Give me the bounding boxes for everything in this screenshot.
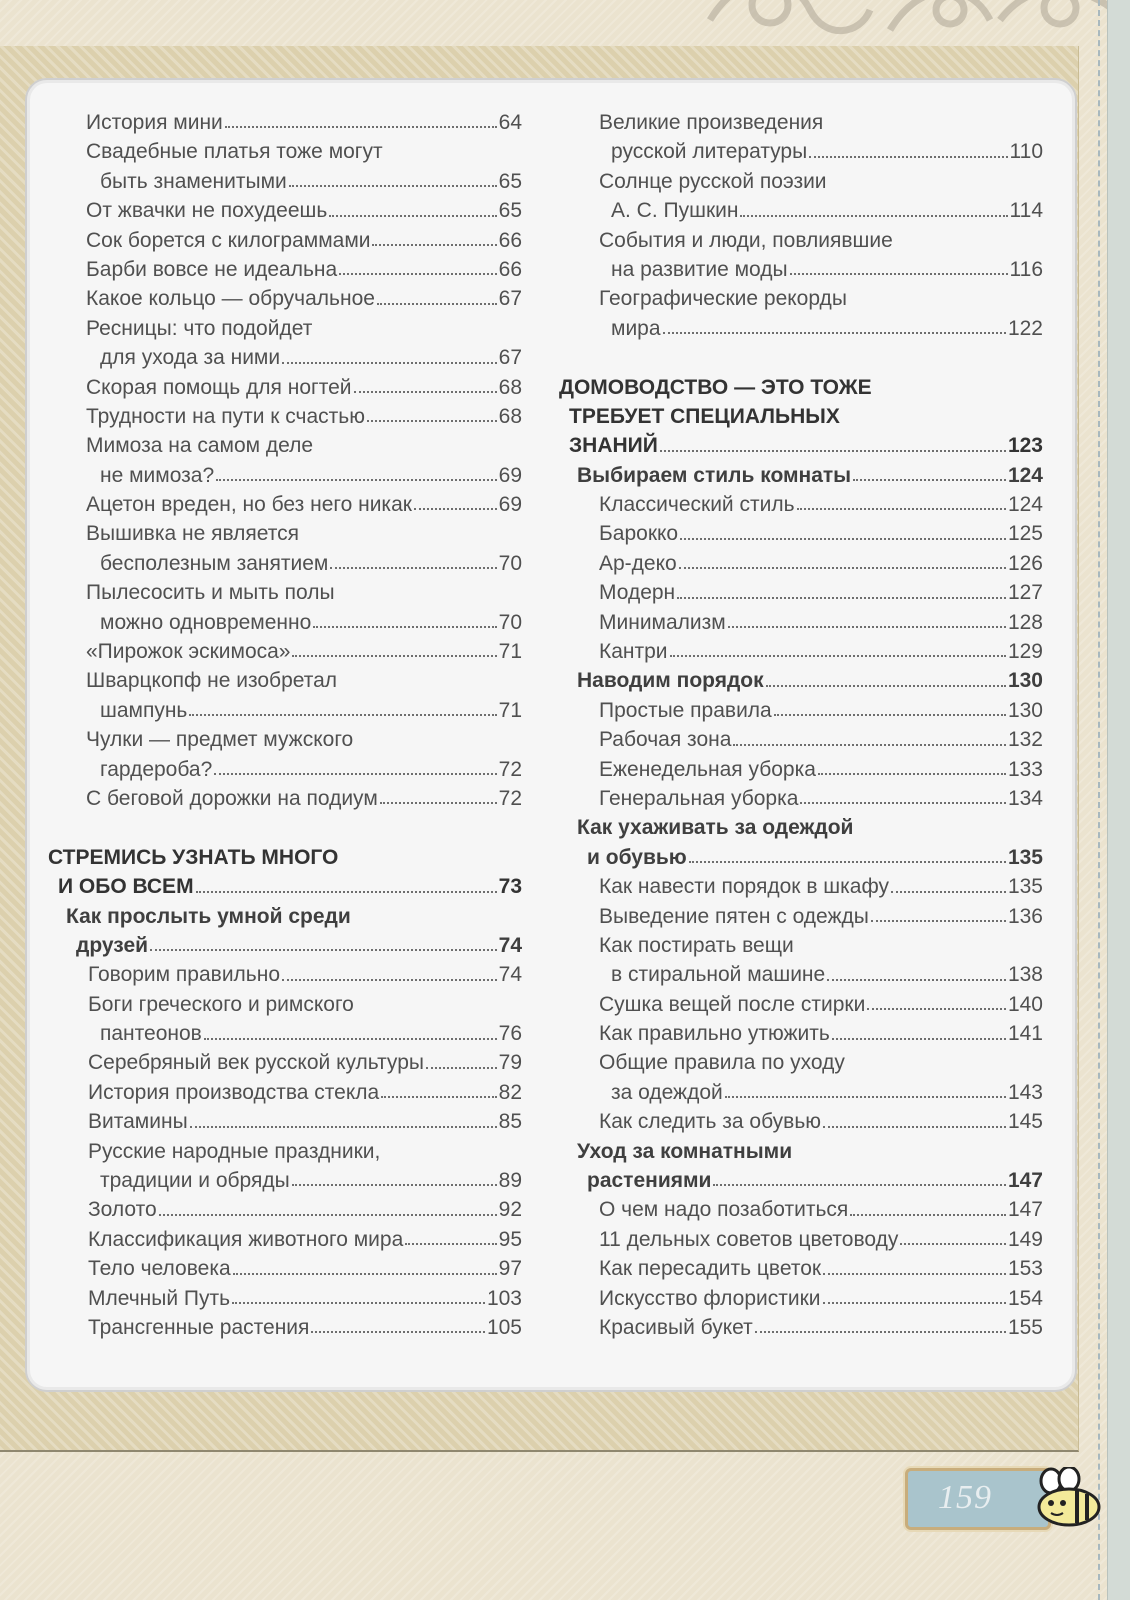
toc-entry-page: 66 bbox=[498, 228, 522, 252]
toc-entry bbox=[555, 1225, 1043, 1254]
toc-entry-page: 95 bbox=[498, 1227, 522, 1251]
toc-entry bbox=[44, 990, 522, 1019]
toc-entry bbox=[44, 1107, 522, 1136]
toc-entry bbox=[555, 1195, 1043, 1224]
section-gap bbox=[555, 343, 1043, 372]
toc-entry bbox=[44, 255, 522, 284]
dot-leader bbox=[289, 185, 497, 187]
dot-leader bbox=[354, 391, 497, 393]
toc-entry-page: 153 bbox=[1007, 1257, 1043, 1281]
toc-entry bbox=[44, 637, 522, 666]
dot-leader bbox=[823, 1302, 1006, 1304]
right-border-stripe bbox=[1107, 0, 1130, 1600]
toc-entry-page: 155 bbox=[1007, 1316, 1043, 1339]
toc-entry-page: 89 bbox=[498, 1169, 522, 1193]
toc-entry-title: Вышивка не является bbox=[86, 522, 300, 546]
toc-entry-title: Как следить за обувью bbox=[599, 1110, 822, 1134]
toc-entry bbox=[555, 755, 1043, 784]
toc-subsection-heading bbox=[555, 1166, 1043, 1195]
toc-entry bbox=[44, 666, 522, 695]
toc-entry-title: Золото bbox=[88, 1198, 157, 1222]
toc-entry-page: 154 bbox=[1007, 1286, 1043, 1310]
toc-entry-title: Тело человека bbox=[88, 1257, 231, 1281]
toc-entry bbox=[44, 1254, 522, 1283]
toc-entry-title: Ресницы: что подойдет bbox=[86, 316, 313, 340]
toc-entry-title: История производства стекла bbox=[88, 1080, 380, 1104]
toc-entry-page: 136 bbox=[1007, 904, 1043, 928]
toc-entry bbox=[44, 960, 522, 989]
toc-entry-page: 124 bbox=[1007, 463, 1043, 487]
toc-entry bbox=[44, 1049, 522, 1078]
toc-entry-title: События и люди, повлиявшие bbox=[599, 228, 893, 252]
toc-entry-page: 149 bbox=[1007, 1227, 1043, 1251]
toc-entry-page: 128 bbox=[1007, 610, 1043, 634]
toc-entry bbox=[44, 696, 522, 725]
toc-entry bbox=[555, 990, 1043, 1019]
toc-entry-title: Общие правила по уходу bbox=[599, 1051, 845, 1075]
toc-entry-title: Как правильно утюжить bbox=[599, 1022, 830, 1046]
toc-entry-title: Искусство флористики bbox=[599, 1286, 821, 1310]
dot-leader bbox=[660, 450, 1006, 452]
toc-entry-title: быть знаменитыми bbox=[100, 169, 287, 193]
toc-entry bbox=[44, 1225, 522, 1254]
toc-entry-title: Простые правила bbox=[599, 698, 772, 722]
toc-entry-title: Как постирать вещи bbox=[599, 933, 794, 957]
toc-entry-page: 130 bbox=[1007, 698, 1043, 722]
dot-leader bbox=[774, 714, 1006, 716]
dot-leader bbox=[150, 949, 497, 951]
toc-entry-title: Классический стиль bbox=[599, 493, 795, 517]
dot-leader bbox=[832, 1038, 1006, 1040]
toc-section-heading bbox=[555, 373, 1043, 402]
toc-section-heading bbox=[555, 402, 1043, 431]
toc-entry-title: Рабочая зона bbox=[599, 728, 732, 752]
dot-leader bbox=[713, 1184, 1006, 1186]
dot-leader bbox=[196, 891, 497, 893]
toc-entry-title: Красивый букет bbox=[599, 1316, 753, 1339]
toc-entry-title: Млечный Путь bbox=[88, 1286, 231, 1310]
toc-entry-title: Чулки — предмет мужского bbox=[86, 728, 354, 752]
dot-leader bbox=[679, 567, 1006, 569]
toc-entry-title: И ОБО ВСЕМ bbox=[58, 875, 194, 899]
dot-leader bbox=[728, 626, 1006, 628]
toc-entry-title: Серебряный век русской культуры bbox=[88, 1051, 424, 1075]
toc-entry-page: 67 bbox=[498, 287, 522, 311]
toc-entry bbox=[555, 137, 1043, 166]
toc-entry-title: Модерн bbox=[599, 581, 676, 605]
dot-leader bbox=[159, 1214, 497, 1216]
dot-leader bbox=[827, 979, 1006, 981]
dot-leader bbox=[733, 744, 1006, 746]
toc-entry bbox=[44, 784, 522, 813]
toc-entry bbox=[44, 490, 522, 519]
dot-leader bbox=[214, 773, 496, 775]
toc-entry-title: О чем надо позаботиться bbox=[599, 1198, 849, 1222]
toc-entry-page: 130 bbox=[1007, 669, 1043, 693]
toc-entry-title: Солнце русской поэзии bbox=[599, 169, 827, 193]
toc-entry-title: Классификация животного мира bbox=[88, 1227, 404, 1251]
toc-entry bbox=[44, 226, 522, 255]
toc-entry-page: 85 bbox=[498, 1110, 522, 1134]
toc-entry-page: 135 bbox=[1007, 845, 1043, 869]
toc-entry-page: 67 bbox=[498, 346, 522, 370]
toc-entry-page: 114 bbox=[1009, 199, 1043, 223]
toc-entry-title: на развитие моды bbox=[611, 257, 788, 281]
dot-leader bbox=[755, 1331, 1006, 1333]
dot-leader bbox=[339, 273, 496, 275]
dot-leader bbox=[405, 1243, 496, 1245]
toc-entry bbox=[555, 872, 1043, 901]
dot-leader bbox=[189, 714, 496, 716]
toc-entry-title: русской литературы bbox=[611, 140, 808, 164]
toc-entry bbox=[44, 519, 522, 548]
dot-leader bbox=[330, 567, 496, 569]
toc-entry-page: 97 bbox=[498, 1257, 522, 1281]
toc-entry bbox=[44, 108, 522, 137]
dot-leader bbox=[670, 655, 1006, 657]
dot-leader bbox=[292, 1184, 497, 1186]
toc-entry bbox=[44, 343, 522, 372]
section-gap bbox=[44, 813, 522, 842]
toc-entry bbox=[555, 1049, 1043, 1078]
dot-leader bbox=[381, 1096, 496, 1098]
toc-entry-page: 140 bbox=[1007, 992, 1043, 1016]
dot-leader bbox=[850, 1214, 1006, 1216]
toc-entry bbox=[44, 1078, 522, 1107]
toc-entry-title: Свадебные платья тоже могут bbox=[86, 140, 383, 164]
dot-leader bbox=[282, 979, 497, 981]
ornament-swirl-icon bbox=[700, 0, 1130, 50]
toc-entry-title: Минимализм bbox=[599, 610, 726, 634]
toc-entry bbox=[555, 725, 1043, 754]
toc-entry-title: Как навести порядок в шкафу bbox=[599, 875, 890, 899]
toc-section-heading bbox=[44, 872, 522, 901]
toc-entry bbox=[555, 1284, 1043, 1313]
toc-entry-page: 103 bbox=[486, 1286, 522, 1310]
toc-entry-title: ЗНАНИЙ bbox=[569, 434, 658, 458]
toc-entry-title: СТРЕМИСЬ УЗНАТЬ МНОГО bbox=[48, 845, 339, 869]
toc-entry-page: 66 bbox=[498, 257, 522, 281]
dot-leader bbox=[853, 479, 1006, 481]
dot-leader bbox=[292, 655, 496, 657]
toc-entry bbox=[555, 1019, 1043, 1048]
toc-entry-title: Генеральная уборка bbox=[599, 786, 799, 810]
toc-entry-page: 73 bbox=[498, 875, 522, 899]
toc-entry-page: 105 bbox=[486, 1316, 522, 1339]
toc-entry-page: 125 bbox=[1007, 522, 1043, 546]
toc-entry bbox=[44, 1284, 522, 1313]
dot-leader bbox=[329, 215, 496, 217]
toc-subsection-heading bbox=[555, 813, 1043, 842]
dot-leader bbox=[677, 597, 1006, 599]
toc-entry-page: 72 bbox=[498, 757, 522, 781]
toc-entry-page: 145 bbox=[1007, 1110, 1043, 1134]
toc-entry-title: Как пересадить цветок bbox=[599, 1257, 822, 1281]
toc-entry bbox=[555, 549, 1043, 578]
dot-leader bbox=[232, 1302, 485, 1304]
toc-entry-page: 122 bbox=[1007, 316, 1043, 340]
dot-leader bbox=[282, 362, 497, 364]
toc-entry-title: Кантри bbox=[599, 640, 668, 664]
dot-leader bbox=[809, 156, 1007, 158]
toc-entry bbox=[44, 431, 522, 460]
toc-entry bbox=[555, 696, 1043, 725]
toc-entry bbox=[44, 1166, 522, 1195]
toc-entry-page: 129 bbox=[1007, 640, 1043, 664]
toc-entry-title: гардероба? bbox=[100, 757, 213, 781]
toc-entry bbox=[555, 608, 1043, 637]
toc-entry bbox=[555, 1313, 1043, 1342]
toc-subsection-heading bbox=[555, 461, 1043, 490]
toc-entry bbox=[44, 196, 522, 225]
dot-leader bbox=[233, 1273, 497, 1275]
toc-entry bbox=[555, 960, 1043, 989]
toc-entry-page: 69 bbox=[498, 493, 522, 517]
toc-entry-page: 138 bbox=[1007, 963, 1043, 987]
toc-entry bbox=[44, 137, 522, 166]
toc-entry-title: бесполезным занятием bbox=[100, 551, 329, 575]
toc-entry-page: 70 bbox=[498, 551, 522, 575]
toc-entry-title: Какое кольцо — обручальное bbox=[86, 287, 375, 311]
dot-leader bbox=[740, 215, 1007, 217]
toc-entry-title: можно одновременно bbox=[100, 610, 312, 634]
toc-entry-page: 71 bbox=[498, 640, 522, 664]
toc-entry-page: 134 bbox=[1007, 786, 1043, 810]
toc-entry-title: Говорим правильно bbox=[88, 963, 281, 987]
toc-entry bbox=[555, 902, 1043, 931]
toc-entry-title: С беговой дорожки на подиум bbox=[86, 786, 378, 810]
toc-entry bbox=[44, 167, 522, 196]
toc-entry-title: пантеонов bbox=[100, 1022, 202, 1046]
dot-leader bbox=[790, 273, 1008, 275]
toc-entry-title: Как прослыть умной среди bbox=[66, 904, 351, 928]
toc-entry-page: 64 bbox=[498, 110, 522, 134]
toc-entry-page: 126 bbox=[1007, 551, 1043, 575]
toc-entry-page: 82 bbox=[498, 1080, 522, 1104]
toc-entry-title: Наводим порядок bbox=[577, 669, 764, 693]
toc-section-heading bbox=[555, 431, 1043, 460]
dot-leader bbox=[426, 1067, 497, 1069]
dot-leader bbox=[225, 126, 497, 128]
toc-entry bbox=[44, 725, 522, 754]
toc-entry bbox=[44, 373, 522, 402]
toc-entry bbox=[555, 314, 1043, 343]
toc-entry-title: Пылесосить и мыть полы bbox=[86, 581, 335, 605]
toc-entry-title: шампунь bbox=[100, 698, 188, 722]
toc-entry-page: 65 bbox=[498, 199, 522, 223]
toc-entry bbox=[555, 196, 1043, 225]
toc-entry bbox=[555, 1078, 1043, 1107]
toc-entry bbox=[44, 608, 522, 637]
dot-leader bbox=[204, 1038, 497, 1040]
toc-entry-title: Русские народные праздники, bbox=[88, 1139, 381, 1163]
toc-entry-title: Скорая помощь для ногтей bbox=[86, 375, 352, 399]
toc-entry-page: 70 bbox=[498, 610, 522, 634]
toc-entry-title: Мимоза на самом деле bbox=[86, 434, 314, 458]
toc-entry-title: за одеждой bbox=[611, 1080, 723, 1104]
dot-leader bbox=[190, 1126, 497, 1128]
toc-entry-title: Ацетон вреден, но без него никак bbox=[86, 493, 412, 517]
toc-entry-page: 68 bbox=[498, 375, 522, 399]
toc-entry-page: 124 bbox=[1007, 493, 1043, 517]
toc-entry-title: Уход за комнатными bbox=[577, 1139, 793, 1163]
toc-entry-page: 74 bbox=[498, 933, 522, 957]
toc-entry bbox=[555, 784, 1043, 813]
toc-entry bbox=[555, 226, 1043, 255]
toc-entry-title: Витамины bbox=[88, 1110, 188, 1134]
toc-entry-title: «Пирожок эскимоса» bbox=[86, 640, 291, 664]
dot-leader bbox=[725, 1096, 1006, 1098]
toc-entry-title: ДОМОВОДСТВО — ЭТО ТОЖЕ bbox=[559, 375, 872, 399]
toc-entry-title: Как ухаживать за одеждой bbox=[577, 816, 854, 840]
toc-entry bbox=[555, 490, 1043, 519]
toc-entry-title: Географические рекорды bbox=[599, 287, 847, 311]
dot-leader bbox=[818, 773, 1006, 775]
toc-entry bbox=[555, 1254, 1043, 1283]
toc-entry-page: 116 bbox=[1009, 257, 1043, 281]
toc-entry bbox=[555, 255, 1043, 284]
toc-entry-title: в стиральной машине bbox=[611, 963, 826, 987]
toc-subsection-heading bbox=[555, 666, 1043, 695]
dot-leader bbox=[372, 244, 496, 246]
dot-leader bbox=[900, 1243, 1006, 1245]
toc-entry-title: Трансгенные растения bbox=[88, 1316, 310, 1339]
toc-subsection-heading bbox=[44, 902, 522, 931]
toc-entry-page: 76 bbox=[498, 1022, 522, 1046]
toc-entry-page: 69 bbox=[498, 463, 522, 487]
dot-leader bbox=[663, 332, 1006, 334]
toc-entry bbox=[44, 1137, 522, 1166]
dot-leader bbox=[377, 303, 497, 305]
dot-leader bbox=[871, 920, 1006, 922]
toc-entry bbox=[44, 402, 522, 431]
toc-entry-page: 133 bbox=[1007, 757, 1043, 781]
toc-entry-page: 132 bbox=[1007, 728, 1043, 752]
dot-leader bbox=[766, 685, 1006, 687]
toc-entry-title: Выбираем стиль комнаты bbox=[577, 463, 852, 487]
toc-entry-title: Барби вовсе не идеальна bbox=[86, 257, 338, 281]
toc-entry-page: 143 bbox=[1007, 1080, 1043, 1104]
toc-entry-title: традиции и обряды bbox=[100, 1169, 290, 1193]
toc-entry-page: 135 bbox=[1007, 875, 1043, 899]
page-number-badge bbox=[905, 1468, 1051, 1530]
toc-entry-page: 92 bbox=[498, 1198, 522, 1222]
toc-entry-title: и обувью bbox=[587, 845, 687, 869]
toc-entry bbox=[44, 314, 522, 343]
toc-entry bbox=[44, 549, 522, 578]
dot-leader bbox=[891, 891, 1006, 893]
toc-entry-page: 141 bbox=[1007, 1022, 1043, 1046]
toc-entry-title: От жвачки не похудеешь bbox=[86, 199, 328, 223]
dot-leader bbox=[689, 861, 1006, 863]
toc-entry-title: друзей bbox=[76, 933, 149, 957]
toc-entry bbox=[555, 284, 1043, 313]
toc-entry-title: не мимоза? bbox=[100, 463, 215, 487]
toc-entry-title: 11 дельных советов цветоводу bbox=[599, 1227, 899, 1251]
page-number: 159 bbox=[938, 1479, 992, 1516]
toc-entry bbox=[44, 461, 522, 490]
toc-entry-title: Барокко bbox=[599, 522, 679, 546]
toc-entry-page: 79 bbox=[498, 1051, 522, 1075]
bee-icon bbox=[1033, 1467, 1105, 1529]
toc-entry-page: 147 bbox=[1007, 1169, 1043, 1193]
toc-entry-title: Еженедельная уборка bbox=[599, 757, 816, 781]
toc-entry bbox=[44, 1019, 522, 1048]
toc-entry-title: Сок борется с килограммами bbox=[86, 228, 371, 252]
toc-entry bbox=[44, 1313, 522, 1342]
toc-entry-page: 123 bbox=[1007, 434, 1043, 458]
dot-leader bbox=[797, 508, 1006, 510]
toc-subsection-heading bbox=[555, 843, 1043, 872]
dot-leader bbox=[823, 1273, 1006, 1275]
dot-leader bbox=[414, 508, 497, 510]
toc-entry-page: 147 bbox=[1007, 1198, 1043, 1222]
stitch-line bbox=[1098, 0, 1100, 1600]
dot-leader bbox=[680, 538, 1006, 540]
dot-leader bbox=[380, 802, 497, 804]
dot-leader bbox=[313, 626, 496, 628]
dot-leader bbox=[216, 479, 496, 481]
dot-leader bbox=[367, 420, 497, 422]
toc-entry-title: Боги греческого и римского bbox=[88, 992, 354, 1016]
dot-leader bbox=[311, 1331, 485, 1333]
dot-leader bbox=[823, 1126, 1006, 1128]
toc-entry-title: растениями bbox=[587, 1169, 712, 1193]
toc-entry bbox=[44, 755, 522, 784]
toc-entry bbox=[44, 578, 522, 607]
toc-entry-page: 110 bbox=[1009, 140, 1043, 164]
toc-right-column bbox=[555, 108, 1043, 1342]
toc-entry-page: 127 bbox=[1007, 581, 1043, 605]
toc-entry-title: Сушка вещей после стирки bbox=[599, 992, 866, 1016]
toc-entry-title: Выведение пятен с одежды bbox=[599, 904, 869, 928]
toc-entry bbox=[44, 1195, 522, 1224]
toc-left-column bbox=[44, 108, 522, 1342]
dot-leader bbox=[867, 1008, 1006, 1010]
toc-entry bbox=[555, 931, 1043, 960]
toc-entry-title: Шварцкопф не изобретал bbox=[86, 669, 338, 693]
toc-entry-page: 68 bbox=[498, 404, 522, 428]
toc-subsection-heading bbox=[555, 1137, 1043, 1166]
toc-entry-title: А. С. Пушкин bbox=[611, 199, 739, 223]
toc-entry bbox=[555, 1107, 1043, 1136]
toc-entry-title: Ар-деко bbox=[599, 551, 677, 575]
toc-entry-title: ТРЕБУЕТ СПЕЦИАЛЬНЫХ bbox=[569, 404, 840, 428]
toc-entry bbox=[555, 637, 1043, 666]
toc-subsection-heading bbox=[44, 931, 522, 960]
toc-entry-page: 74 bbox=[498, 963, 522, 987]
toc-entry-title: Великие произведения bbox=[599, 110, 824, 134]
toc-entry-title: История мини bbox=[86, 110, 223, 134]
toc-entry bbox=[555, 519, 1043, 548]
toc-section-heading bbox=[44, 843, 522, 872]
toc-entry-page: 71 bbox=[498, 698, 522, 722]
toc-entry bbox=[44, 284, 522, 313]
toc-entry-title: мира bbox=[611, 316, 661, 340]
toc-entry-title: для ухода за ними bbox=[100, 346, 281, 370]
toc-entry-page: 72 bbox=[498, 786, 522, 810]
toc-entry bbox=[555, 167, 1043, 196]
toc-entry bbox=[555, 108, 1043, 137]
toc-entry bbox=[555, 578, 1043, 607]
toc-entry-page: 65 bbox=[498, 169, 522, 193]
dot-leader bbox=[800, 802, 1006, 804]
toc-entry-title: Трудности на пути к счастью bbox=[86, 404, 365, 428]
